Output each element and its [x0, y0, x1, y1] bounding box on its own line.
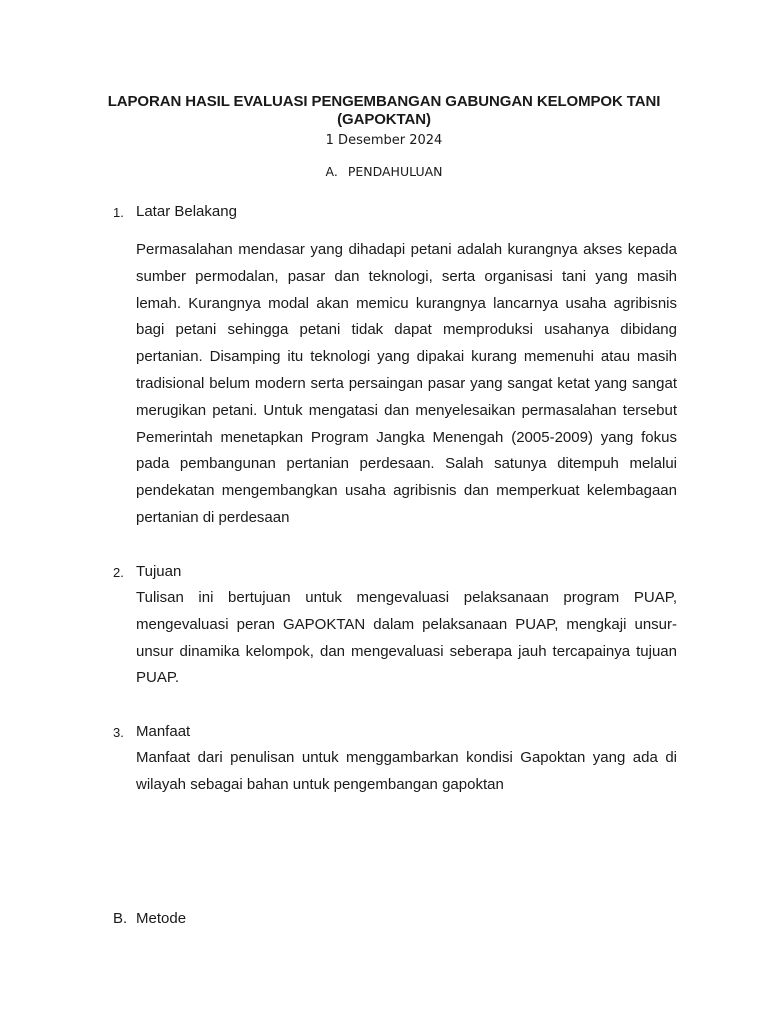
item-2-number: 2. — [113, 565, 124, 580]
section-a-marker: A. — [325, 164, 338, 179]
item-2-body: Tulisan ini bertujuan untuk mengevaluasi pelaksanaan program PUAP, mengevaluasi peran GAPOKTAN dalam pelaksanaan PUAP, mengkaji unsur-unsur dinamika kelompok, dan mengevaluasi seberapa jauh tercapainya tujuan PUAP. — [136, 589, 677, 687]
item-1-heading: Latar Belakang — [136, 203, 237, 220]
section-a-title: PENDAHULUAN — [347, 164, 443, 179]
item-3-body: Manfaat dari penulisan untuk menggambarkan kondisi Gapoktan yang ada di wilayah sebagai bahan untuk pengembangan gapoktan — [136, 749, 677, 793]
title-line-2: (GAPOKTAN) — [337, 111, 431, 128]
item-1-number: 1. — [113, 205, 124, 220]
section-b-heading — [113, 910, 186, 928]
section-b-marker: B. — [113, 910, 128, 927]
section-a-heading — [0, 163, 768, 181]
title-line-1: LAPORAN HASIL EVALUASI PENGEMBANGAN GABUNGAN KELOMPOK TANI — [107, 93, 661, 110]
item-1-body: Permasalahan mendasar yang dihadapi petani adalah kurangnya akses kepada sumber permodalan, pasar dan teknologi, serta organisasi tani yang masih lemah. Kurangnya modal akan memicu kurangnya lancarnya usaha agribisnis bagi petani sehingga petani tidak dapat memproduksi usahanya dibidang pertanian. Disamping itu teknologi yang dipakai kurang memenuhi atau masih tradisional belum modern serta persaingan pasar yang sangat ketat yang sangat merugikan petani. Untuk mengatasi dan menyelesaikan permasalahan tersebut Pemerintah menetapkan Program Jangka Menengah (2005-2009) yang fokus pada pembangunan pertanian perdesaan. Salah satunya ditempuh melalui pendekatan mengembangkan usaha agribisnis dan memperkuat kelembagaan pertanian di perdesaan — [136, 241, 677, 526]
item-3-number: 3. — [113, 725, 124, 740]
section-b-title: Metode — [136, 910, 187, 927]
item-2-heading: Tujuan — [136, 563, 182, 580]
item-3-heading: Manfaat — [136, 723, 191, 740]
document-date: 1 Desember 2024 — [325, 133, 443, 148]
document-title — [84, 93, 684, 129]
